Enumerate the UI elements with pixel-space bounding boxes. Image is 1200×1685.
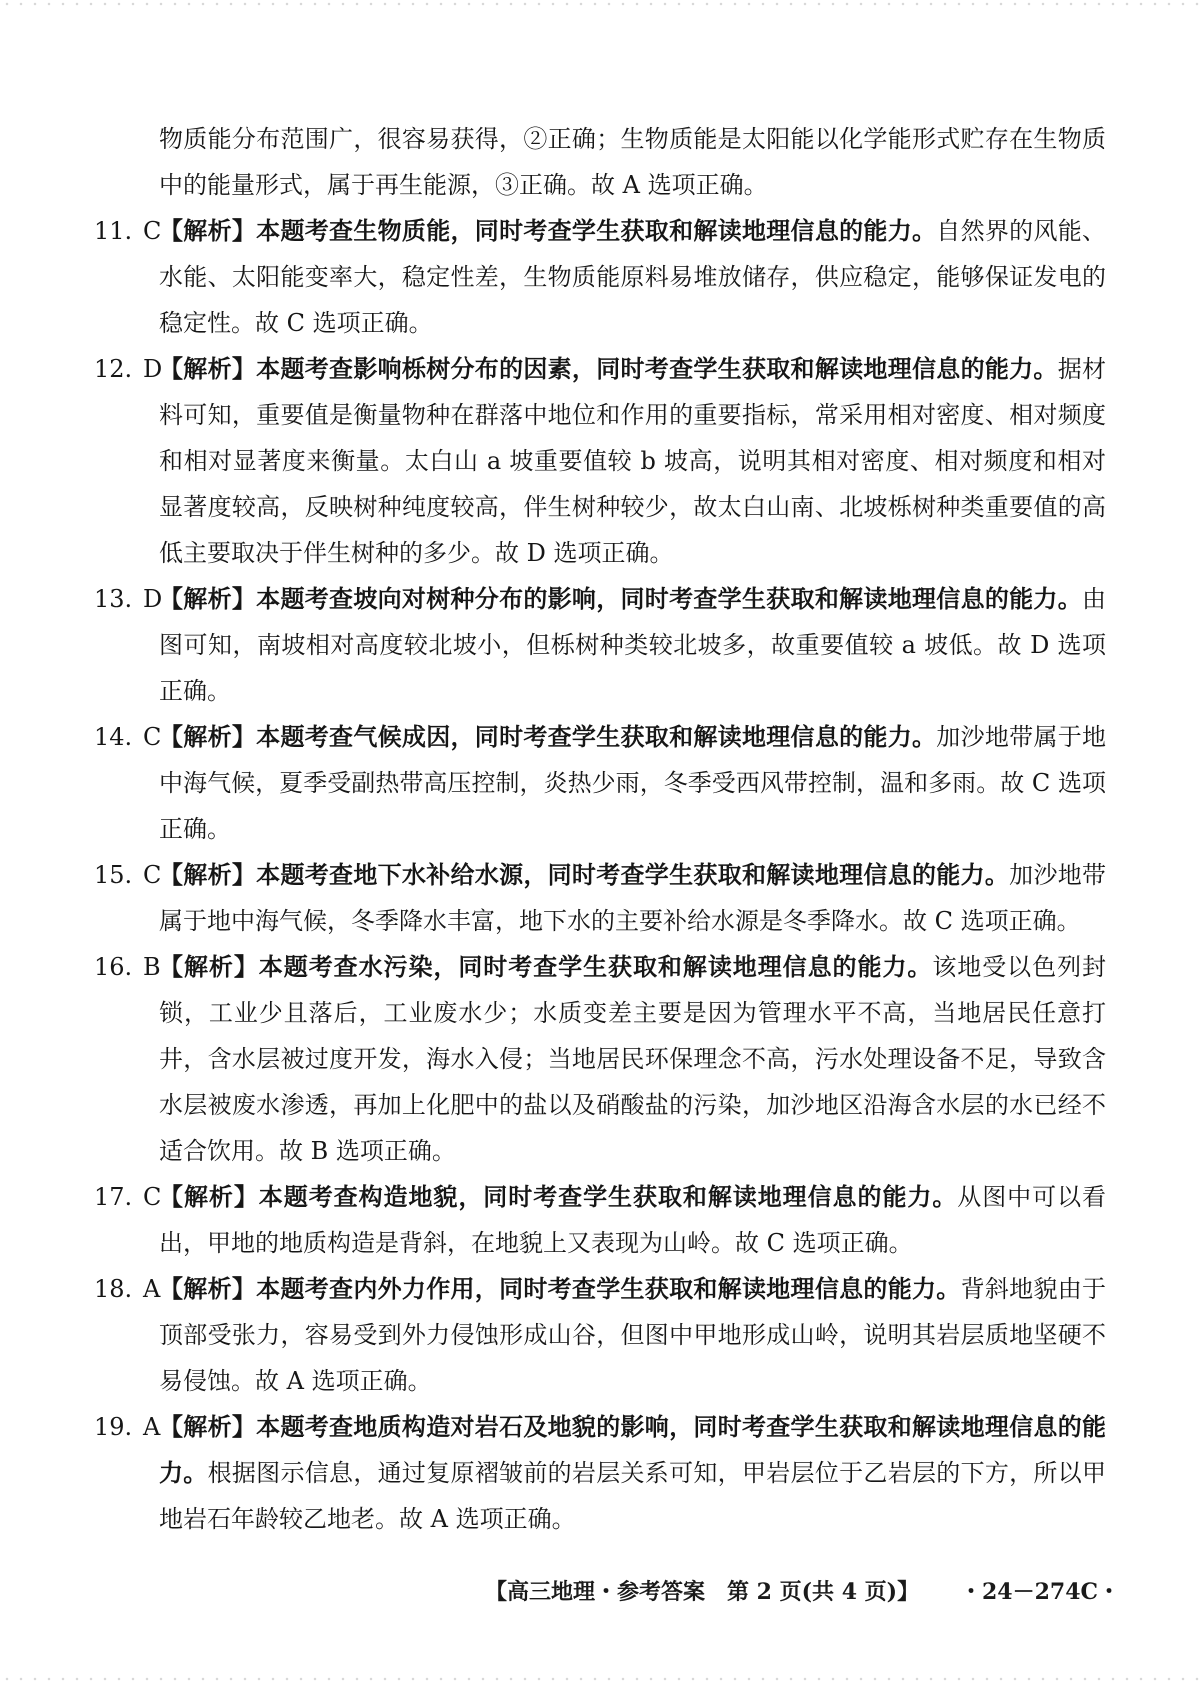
question-number: 17. [94, 1183, 133, 1211]
explanation [159, 208, 1106, 346]
question-number: 13. [94, 585, 133, 613]
answer-letter: C [143, 861, 162, 889]
question-number: 15. [94, 861, 133, 889]
footer-page-info: 【高三地理・参考答案 第 2 页(共 4 页)】 [485, 1579, 920, 1605]
explanation [159, 1174, 1106, 1266]
explanation-lead: 本题考查内外力作用，同时考查学生获取和解读地理信息的能力。 [256, 1274, 961, 1303]
answer-item [0, 1266, 1200, 1404]
scan-edge-bottom [0, 1675, 1200, 1683]
answer-item [0, 576, 1200, 714]
answer-letter: C [143, 217, 162, 245]
explanation-text: 从图中可以看出，甲地的地质构造是背斜，在地貌上又表现为山岭。故 C 选项正确。 [159, 1183, 1107, 1257]
explanation-text: 该地受以色列封锁，工业少且落后，工业废水少；水质变差主要是因为管理水平不高，当地居民任意打井，含水层被过度开发，海水入侵；当地居民环保理念不高，污水处理设备不足，导致含水层被废水渗透，再加上化肥中的盐以及硝酸盐的污染，加沙地区沿海含水层的水已经不适合饮用。故 B 选项正确。 [159, 953, 1107, 1165]
explanation-lead: 本题考查生物质能，同时考查学生获取和解读地理信息的能力。 [256, 216, 937, 245]
explanation-lead: 本题考查水污染，同时考查学生获取和解读地理信息的能力。 [258, 952, 933, 981]
answer-item [0, 852, 1200, 944]
explanation-text: 自然界的风能、水能、太阳能变率大，稳定性差，生物质能原料易堆放储存，供应稳定，能够保证发电的稳定性。故 C 选项正确。 [159, 217, 1107, 337]
answer-item [0, 944, 1200, 1174]
explanation-lead: 本题考查构造地貌，同时考查学生获取和解读地理信息的能力。 [258, 1182, 958, 1211]
answer-letter: D [143, 585, 163, 613]
answer-letter: D [143, 355, 163, 383]
question-number: 18. [94, 1275, 133, 1303]
answer-item [0, 714, 1200, 852]
question-number: 16. [94, 953, 133, 981]
answer-letter: A [143, 1413, 161, 1441]
question-number: 11. [94, 217, 133, 245]
explanation-text: 根据图示信息，通过复原褶皱前的岩层关系可知，甲岩层位于乙岩层的下方，所以甲地岩石年龄较乙地老。故 A 选项正确。 [159, 1459, 1107, 1533]
footer-code: ・24－274C・ [960, 1579, 1121, 1605]
explanation [159, 346, 1106, 576]
scan-edge-top [0, 0, 1200, 8]
explanation [159, 1266, 1106, 1404]
explanation-text: 背斜地貌由于顶部受张力，容易受到外力侵蚀形成山谷，但图中甲地形成山岭，说明其岩层质地坚硬不易侵蚀。故 A 选项正确。 [159, 1275, 1107, 1395]
explanation [159, 714, 1106, 852]
answer-letter: C [143, 723, 162, 751]
explanation-text: 加沙地带属于地中海气候，夏季受副热带高压控制，炎热少雨，冬季受西风带控制，温和多雨。故 C 选项正确。 [159, 723, 1107, 843]
analysis-tag: 【解析】 [159, 354, 257, 383]
explanation-lead: 本题考查地质构造对岩石及地貌的影响，同时考查学生获取和解读地理信息的能力。 [159, 1412, 1107, 1487]
answer-content [0, 116, 1200, 1542]
explanation-lead: 本题考查影响栎树分布的因素，同时考查学生获取和解读地理信息的能力。 [256, 354, 1058, 383]
analysis-tag: 【解析】 [159, 216, 257, 245]
analysis-tag: 【解析】 [159, 952, 259, 981]
explanation-text: 据材料可知，重要值是衡量物种在群落中地位和作用的重要指标，常采用相对密度、相对频度和相对显著度来衡量。太白山 a 坡重要值较 b 坡高，说明其相对密度、相对频度和相对显著度较高，反映树种纯度较高，伴生树种较少，故太白山南、北坡栎树种类重要值的高低主要取决于伴生树种的多少。故 D 选项正确。 [159, 355, 1107, 567]
explanation [159, 1404, 1106, 1542]
continuation-paragraph: 物质能分布范围广，很容易获得，②正确；生物质能是太阳能以化学能形式贮存在生物质中的能量形式，属于再生能源，③正确。故 A 选项正确。 [159, 125, 1106, 199]
question-number: 14. [94, 723, 133, 751]
analysis-tag: 【解析】 [159, 584, 257, 613]
explanation-lead: 本题考查地下水补给水源，同时考查学生获取和解读地理信息的能力。 [256, 860, 1010, 889]
explanation [159, 852, 1106, 944]
answer-item [0, 1404, 1200, 1542]
answer-list [0, 208, 1200, 1542]
analysis-tag: 【解析】 [159, 1274, 257, 1303]
explanation [159, 576, 1106, 714]
explanation-text: 加沙地带属于地中海气候，冬季降水丰富，地下水的主要补给水源是冬季降水。故 C 选项正确。 [159, 861, 1107, 935]
explanation [159, 944, 1106, 1174]
analysis-tag: 【解析】 [159, 860, 257, 889]
analysis-tag: 【解析】 [159, 722, 257, 751]
analysis-tag: 【解析】 [159, 1182, 259, 1211]
analysis-tag: 【解析】 [159, 1412, 257, 1441]
answer-letter: C [143, 1183, 162, 1211]
question-number: 12. [94, 355, 133, 383]
answer-letter: B [143, 953, 161, 981]
explanation-lead: 本题考查气候成因，同时考查学生获取和解读地理信息的能力。 [256, 722, 937, 751]
answer-item [0, 346, 1200, 576]
answer-item [0, 1174, 1200, 1266]
answer-item [0, 208, 1200, 346]
answer-letter: A [143, 1275, 161, 1303]
explanation-lead: 本题考查坡向对树种分布的影响，同时考查学生获取和解读地理信息的能力。 [256, 584, 1083, 613]
explanation-text: 由图可知，南坡相对高度较北坡小，但栎树种类较北坡多，故重要值较 a 坡低。故 D 选项正确。 [159, 585, 1107, 705]
page-footer [0, 1575, 1200, 1615]
question-number: 19. [94, 1413, 133, 1441]
